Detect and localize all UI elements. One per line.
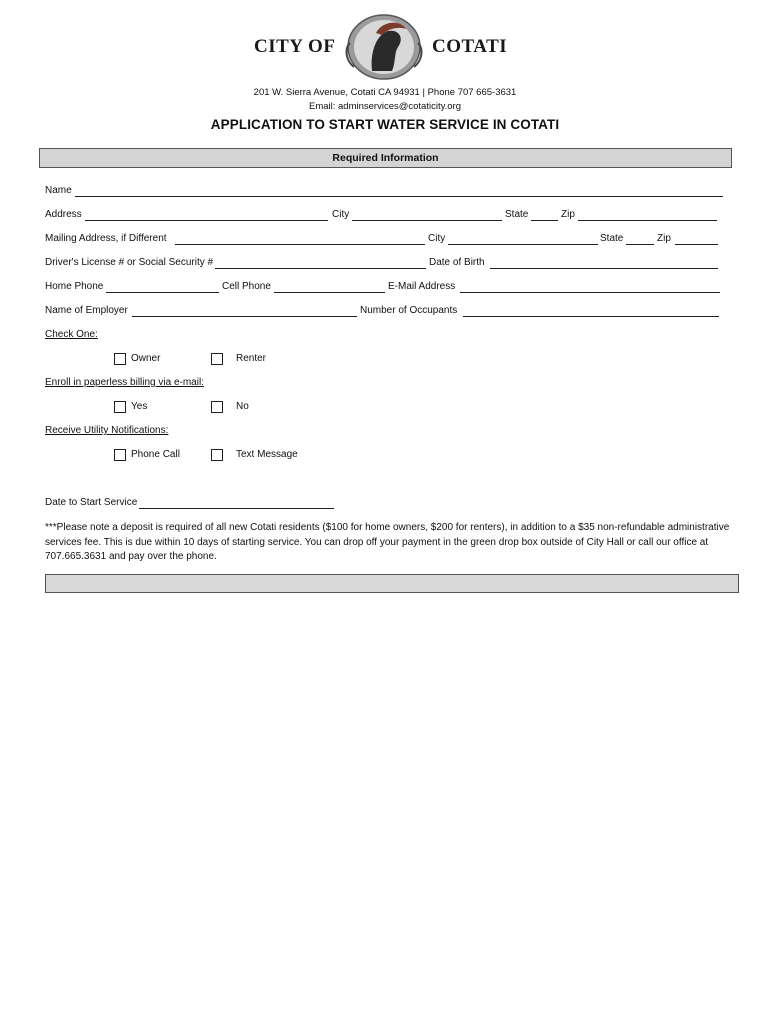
state-label: State bbox=[505, 209, 529, 220]
mailing-state-label: State bbox=[600, 233, 624, 244]
email-address-label: E-Mail Address bbox=[388, 281, 456, 292]
employer-field[interactable] bbox=[132, 316, 357, 317]
name-label: Name bbox=[45, 185, 72, 196]
owner-checkbox[interactable] bbox=[114, 353, 126, 365]
phone-call-label: Phone Call bbox=[131, 449, 180, 460]
mailing-zip-label: Zip bbox=[657, 233, 671, 244]
text-message-label: Text Message bbox=[236, 449, 298, 460]
home-phone-label: Home Phone bbox=[45, 281, 104, 292]
mailing-city-label: City bbox=[428, 233, 446, 244]
occupants-label: Number of Occupants bbox=[360, 305, 458, 316]
notifications-label: Receive Utility Notifications: bbox=[45, 425, 169, 436]
mailing-address-row bbox=[45, 233, 725, 247]
address-line: 201 W. Sierra Avenue, Cotati CA 94931 | Phone 707 665-3631 bbox=[253, 87, 517, 98]
page-title: APPLICATION TO START WATER SERVICE IN COTATI bbox=[210, 117, 560, 132]
state-field[interactable] bbox=[531, 220, 558, 221]
email-address-field[interactable] bbox=[460, 292, 720, 293]
mailing-zip-field[interactable] bbox=[675, 244, 718, 245]
home-phone-field[interactable] bbox=[106, 292, 219, 293]
employer-label: Name of Employer bbox=[45, 305, 128, 316]
paperless-yes-label: Yes bbox=[131, 401, 148, 412]
address-label: Address bbox=[45, 209, 82, 220]
renter-option-label: Renter bbox=[236, 353, 267, 364]
license-row bbox=[45, 257, 725, 271]
employer-row bbox=[45, 305, 725, 319]
license-label: Driver's License # or Social Security # bbox=[45, 257, 214, 268]
text-message-checkbox[interactable] bbox=[211, 449, 223, 461]
footer-bar bbox=[45, 574, 739, 593]
logo-text-city-of: CITY OF bbox=[254, 36, 336, 57]
logo-text-cotati: COTATI bbox=[432, 36, 508, 57]
license-field[interactable] bbox=[215, 268, 426, 269]
dob-field[interactable] bbox=[490, 268, 718, 269]
start-date-label: Date to Start Service bbox=[45, 497, 138, 508]
section-banner bbox=[39, 148, 732, 168]
mailing-state-field[interactable] bbox=[626, 244, 654, 245]
zip-field[interactable] bbox=[578, 220, 717, 221]
paperless-yes-checkbox[interactable] bbox=[114, 401, 126, 413]
city-label: City bbox=[332, 209, 350, 220]
check-one-label: Check One: bbox=[45, 329, 98, 340]
cell-phone-label: Cell Phone bbox=[222, 281, 271, 292]
city-field[interactable] bbox=[352, 220, 502, 221]
address-field[interactable] bbox=[85, 220, 328, 221]
owner-option-label: Owner bbox=[131, 353, 161, 364]
paperless-no-label: No bbox=[236, 401, 249, 412]
section-title: Required Information bbox=[332, 152, 439, 164]
paperless-no-checkbox[interactable] bbox=[211, 401, 223, 413]
dob-label: Date of Birth bbox=[429, 257, 485, 268]
mailing-address-field[interactable] bbox=[175, 244, 425, 245]
mailing-city-field[interactable] bbox=[448, 244, 598, 245]
mailing-address-label: Mailing Address, if Different bbox=[45, 233, 167, 244]
phone-row bbox=[45, 281, 725, 295]
deposit-note: ***Please note a deposit is required of all new Cotati residents ($100 for home owners, $200 for renters), in addition to a $35 non-refundable administrative services fee. This is due within 10 days of starting service. You can drop off your payment in the green drop box outside of City Hall or call our office at 707.665.3631 and pay over the phone. bbox=[45, 522, 730, 562]
occupants-field[interactable] bbox=[463, 316, 719, 317]
cell-phone-field[interactable] bbox=[274, 292, 385, 293]
renter-checkbox[interactable] bbox=[211, 353, 223, 365]
city-seal-logo bbox=[342, 13, 426, 81]
zip-label: Zip bbox=[561, 209, 575, 220]
address-row bbox=[45, 209, 725, 223]
phone-call-checkbox[interactable] bbox=[114, 449, 126, 461]
start-date-row bbox=[45, 497, 725, 511]
name-row bbox=[45, 185, 725, 199]
start-date-field[interactable] bbox=[139, 508, 334, 509]
paperless-label: Enroll in paperless billing via e-mail: bbox=[45, 377, 204, 388]
email-line: Email: adminservices@cotaticity.org bbox=[308, 101, 461, 112]
name-field[interactable] bbox=[75, 196, 723, 197]
